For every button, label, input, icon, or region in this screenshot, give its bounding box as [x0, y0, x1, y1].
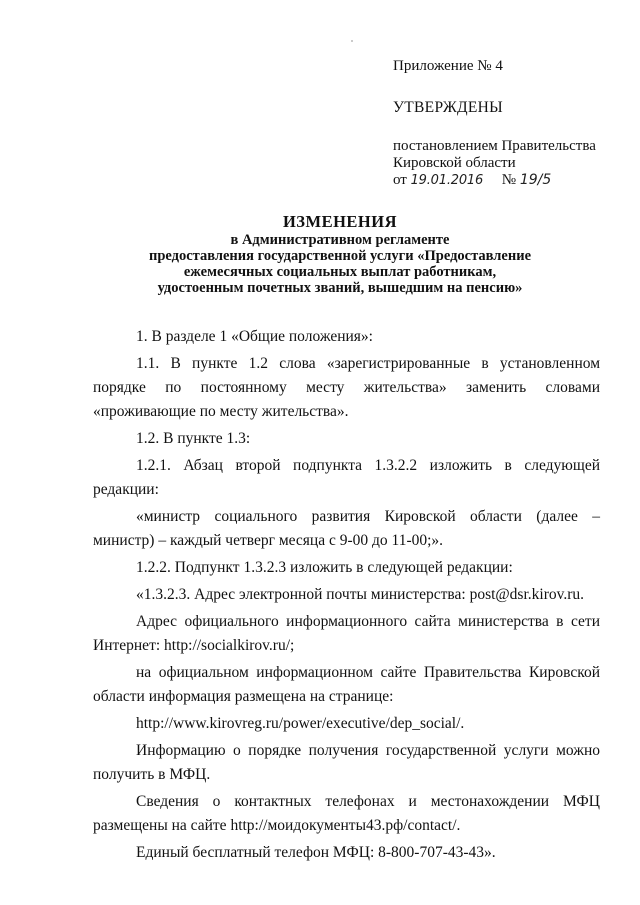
scan-speck — [351, 40, 353, 42]
paragraph: Информацию о порядке получения государственной услуги можно получить в МФЦ. — [93, 742, 600, 783]
paragraph: 1.2. В пункте 1.3: — [136, 430, 251, 447]
approval-resolution-line: постановлением Правительства — [393, 138, 596, 154]
title-line: в Административном регламенте — [230, 232, 450, 248]
approval-region-line: Кировской области — [393, 155, 516, 171]
document-body — [93, 325, 600, 865]
paragraph: «1.3.2.3. Адрес электронной почты министерства: post@dsr.kirov.ru. — [136, 586, 585, 603]
paragraph: «министр социального развития Кировской области (далее – министр) – каждый четверг месяца с 9-00 до 11-00;». — [93, 508, 600, 549]
approval-stamp-block — [393, 58, 623, 189]
paragraph: 1.2.1. Абзац второй подпункта 1.3.2.2 изложить в следующей редакции: — [93, 457, 600, 498]
document-title — [70, 214, 610, 296]
paragraph: на официальном информационном сайте Правительства Кировской области информация размещена на странице: — [93, 664, 600, 705]
appendix-label: Приложение № 4 — [393, 58, 503, 74]
paragraph: 1.2.2. Подпункт 1.3.2.3 изложить в следующей редакции: — [136, 559, 513, 576]
approved-heading: УТВЕРЖДЕНЫ — [393, 99, 503, 116]
title-line: ежемесячных социальных выплат работникам, — [183, 264, 497, 280]
paragraph: 1.1. В пункте 1.2 слова «зарегистрированные в установленном порядке по постоянному месту жительства» заменить словами «проживающие по месту жительства». — [93, 355, 600, 420]
paragraph: Единый бесплатный телефон МФЦ: 8-800-707-43-43». — [136, 844, 496, 861]
title-line: удостоенным почетных званий, вышедшим на пенсию» — [157, 280, 523, 296]
number-prefix: № — [501, 172, 517, 188]
handwritten-number: 19/5 — [519, 172, 552, 188]
paragraph: http://www.kirovreg.ru/power/executive/dep_social/. — [136, 715, 465, 732]
paragraph: 1. В разделе 1 «Общие положения»: — [136, 328, 373, 345]
title-main: ИЗМЕНЕНИЯ — [282, 212, 398, 231]
paragraph: Сведения о контактных телефонах и местонахождении МФЦ размещены на сайте http://моидокументы43.рф/contact/. — [93, 793, 600, 834]
date-prefix: от — [393, 172, 407, 188]
title-line: предоставления государственной услуги «Предоставление — [148, 248, 532, 264]
paragraph: Адрес официального информационного сайта министерства в сети Интернет: http://socialkirov.ru/; — [93, 613, 600, 654]
approval-date-number-line — [393, 172, 623, 189]
handwritten-date: 19.01.2016 — [410, 173, 484, 188]
